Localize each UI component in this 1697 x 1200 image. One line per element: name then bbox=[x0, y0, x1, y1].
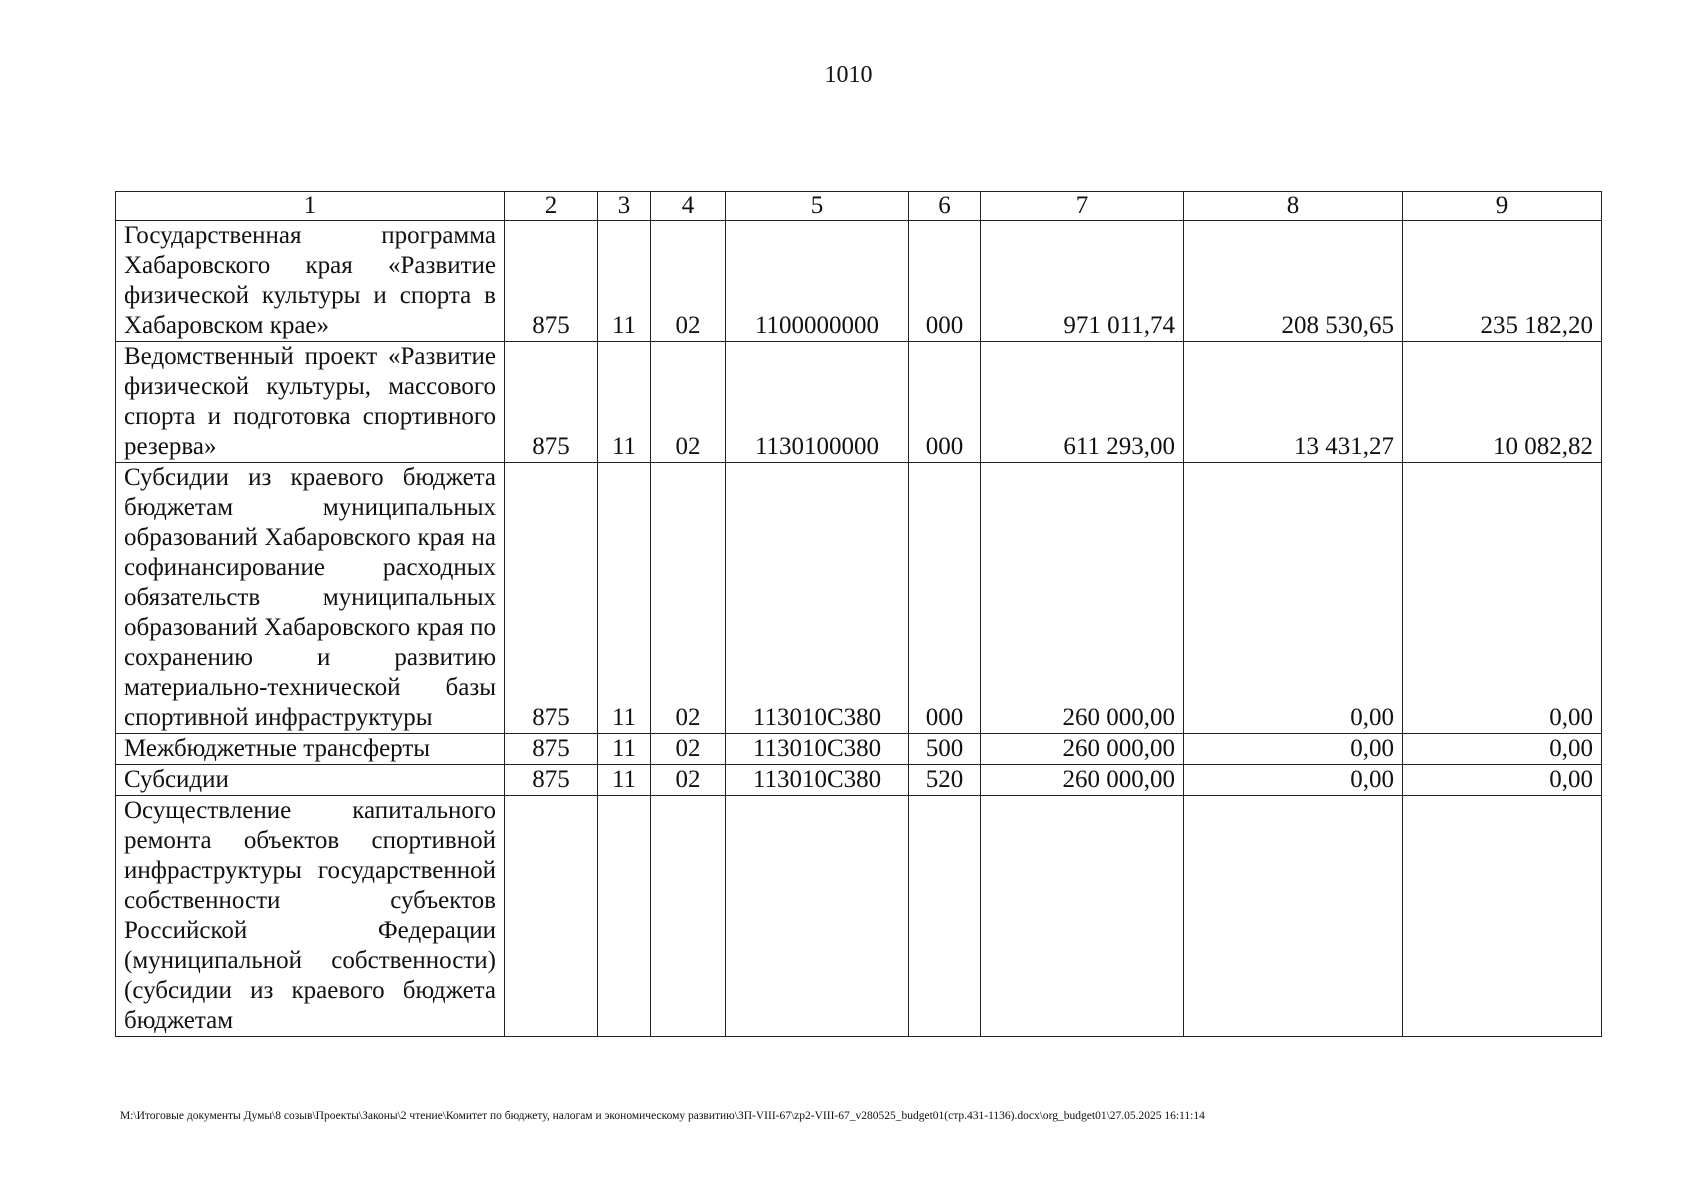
cell-col3 bbox=[598, 796, 651, 1037]
cell-col9: 0,00 bbox=[1403, 734, 1602, 765]
budget-table bbox=[115, 191, 1602, 1037]
cell-col5: 1100000000 bbox=[726, 221, 909, 342]
table-row bbox=[116, 342, 1602, 463]
cell-col6: 000 bbox=[909, 221, 981, 342]
cell-col9: 0,00 bbox=[1403, 463, 1602, 734]
table-row bbox=[116, 734, 1602, 765]
cell-col7: 260 000,00 bbox=[981, 734, 1184, 765]
row-name: Межбюджетные трансферты bbox=[116, 734, 505, 765]
cell-col5 bbox=[726, 796, 909, 1037]
cell-col6: 000 bbox=[909, 463, 981, 734]
row-name: Осуществление капитального ремонта объектов спортивной инфраструктуры государственной собственности субъектов Российской Федерации (муниципальной собственности) (субсидии из краевого бюджета бюджетам bbox=[116, 796, 505, 1037]
cell-col5: 113010C380 bbox=[726, 734, 909, 765]
header-cell: 2 bbox=[505, 192, 598, 221]
header-cell: 6 bbox=[909, 192, 981, 221]
cell-col9 bbox=[1403, 796, 1602, 1037]
row-name: Субсидии из краевого бюджета бюджетам муниципальных образований Хабаровского края на софинансирование расходных обязательств муниципальных образований Хабаровского края по сохранению и развитию материально-технической базы спортивной инфраструктуры bbox=[116, 463, 505, 734]
file-path-footer: M:\Итоговые документы Думы\8 созыв\Проекты\Законы\2 чтение\Комитет по бюджету, налогам и экономическому развитию\ЗП-VIII-67\zp2-VIII-67_v280525_budget01(стр.431-1136).docx\org_budget01\27.05.2025 16:11:14 bbox=[120, 1110, 1205, 1122]
table-row bbox=[116, 463, 1602, 734]
cell-col7: 611 293,00 bbox=[981, 342, 1184, 463]
cell-col2: 875 bbox=[505, 765, 598, 796]
cell-col3: 11 bbox=[598, 463, 651, 734]
header-cell: 7 bbox=[981, 192, 1184, 221]
cell-col2: 875 bbox=[505, 734, 598, 765]
cell-col7 bbox=[981, 796, 1184, 1037]
header-row bbox=[116, 192, 1602, 221]
cell-col3: 11 bbox=[598, 765, 651, 796]
cell-col4: 02 bbox=[651, 342, 726, 463]
cell-col8: 208 530,65 bbox=[1184, 221, 1403, 342]
cell-col3: 11 bbox=[598, 221, 651, 342]
cell-col6: 000 bbox=[909, 342, 981, 463]
cell-col7: 260 000,00 bbox=[981, 463, 1184, 734]
cell-col9: 0,00 bbox=[1403, 765, 1602, 796]
cell-col8: 13 431,27 bbox=[1184, 342, 1403, 463]
header-cell: 4 bbox=[651, 192, 726, 221]
cell-col5: 1130100000 bbox=[726, 342, 909, 463]
cell-col6 bbox=[909, 796, 981, 1037]
cell-col4 bbox=[651, 796, 726, 1037]
cell-col2 bbox=[505, 796, 598, 1037]
cell-col6: 500 bbox=[909, 734, 981, 765]
cell-col3: 11 bbox=[598, 734, 651, 765]
row-name: Государственная программа Хабаровского края «Развитие физической культуры и спорта в Хабаровском крае» bbox=[116, 221, 505, 342]
cell-col2: 875 bbox=[505, 221, 598, 342]
cell-col6: 520 bbox=[909, 765, 981, 796]
cell-col9: 10 082,82 bbox=[1403, 342, 1602, 463]
cell-col2: 875 bbox=[505, 342, 598, 463]
header-cell: 8 bbox=[1184, 192, 1403, 221]
cell-col2: 875 bbox=[505, 463, 598, 734]
header-cell: 3 bbox=[598, 192, 651, 221]
cell-col8: 0,00 bbox=[1184, 463, 1403, 734]
header-cell: 1 bbox=[116, 192, 505, 221]
cell-col7: 260 000,00 bbox=[981, 765, 1184, 796]
row-name: Ведомственный проект «Развитие физической культуры, массового спорта и подготовка спортивного резерва» bbox=[116, 342, 505, 463]
cell-col4: 02 bbox=[651, 221, 726, 342]
cell-col8 bbox=[1184, 796, 1403, 1037]
header-cell: 9 bbox=[1403, 192, 1602, 221]
table-row bbox=[116, 221, 1602, 342]
cell-col3: 11 bbox=[598, 342, 651, 463]
cell-col8: 0,00 bbox=[1184, 734, 1403, 765]
row-name: Субсидии bbox=[116, 765, 505, 796]
cell-col9: 235 182,20 bbox=[1403, 221, 1602, 342]
cell-col4: 02 bbox=[651, 734, 726, 765]
table-row bbox=[116, 765, 1602, 796]
cell-col5: 113010C380 bbox=[726, 765, 909, 796]
cell-col5: 113010C380 bbox=[726, 463, 909, 734]
page-number: 1010 bbox=[824, 62, 873, 88]
table-row bbox=[116, 796, 1602, 1037]
header-cell: 5 bbox=[726, 192, 909, 221]
cell-col7: 971 011,74 bbox=[981, 221, 1184, 342]
cell-col8: 0,00 bbox=[1184, 765, 1403, 796]
cell-col4: 02 bbox=[651, 463, 726, 734]
cell-col4: 02 bbox=[651, 765, 726, 796]
